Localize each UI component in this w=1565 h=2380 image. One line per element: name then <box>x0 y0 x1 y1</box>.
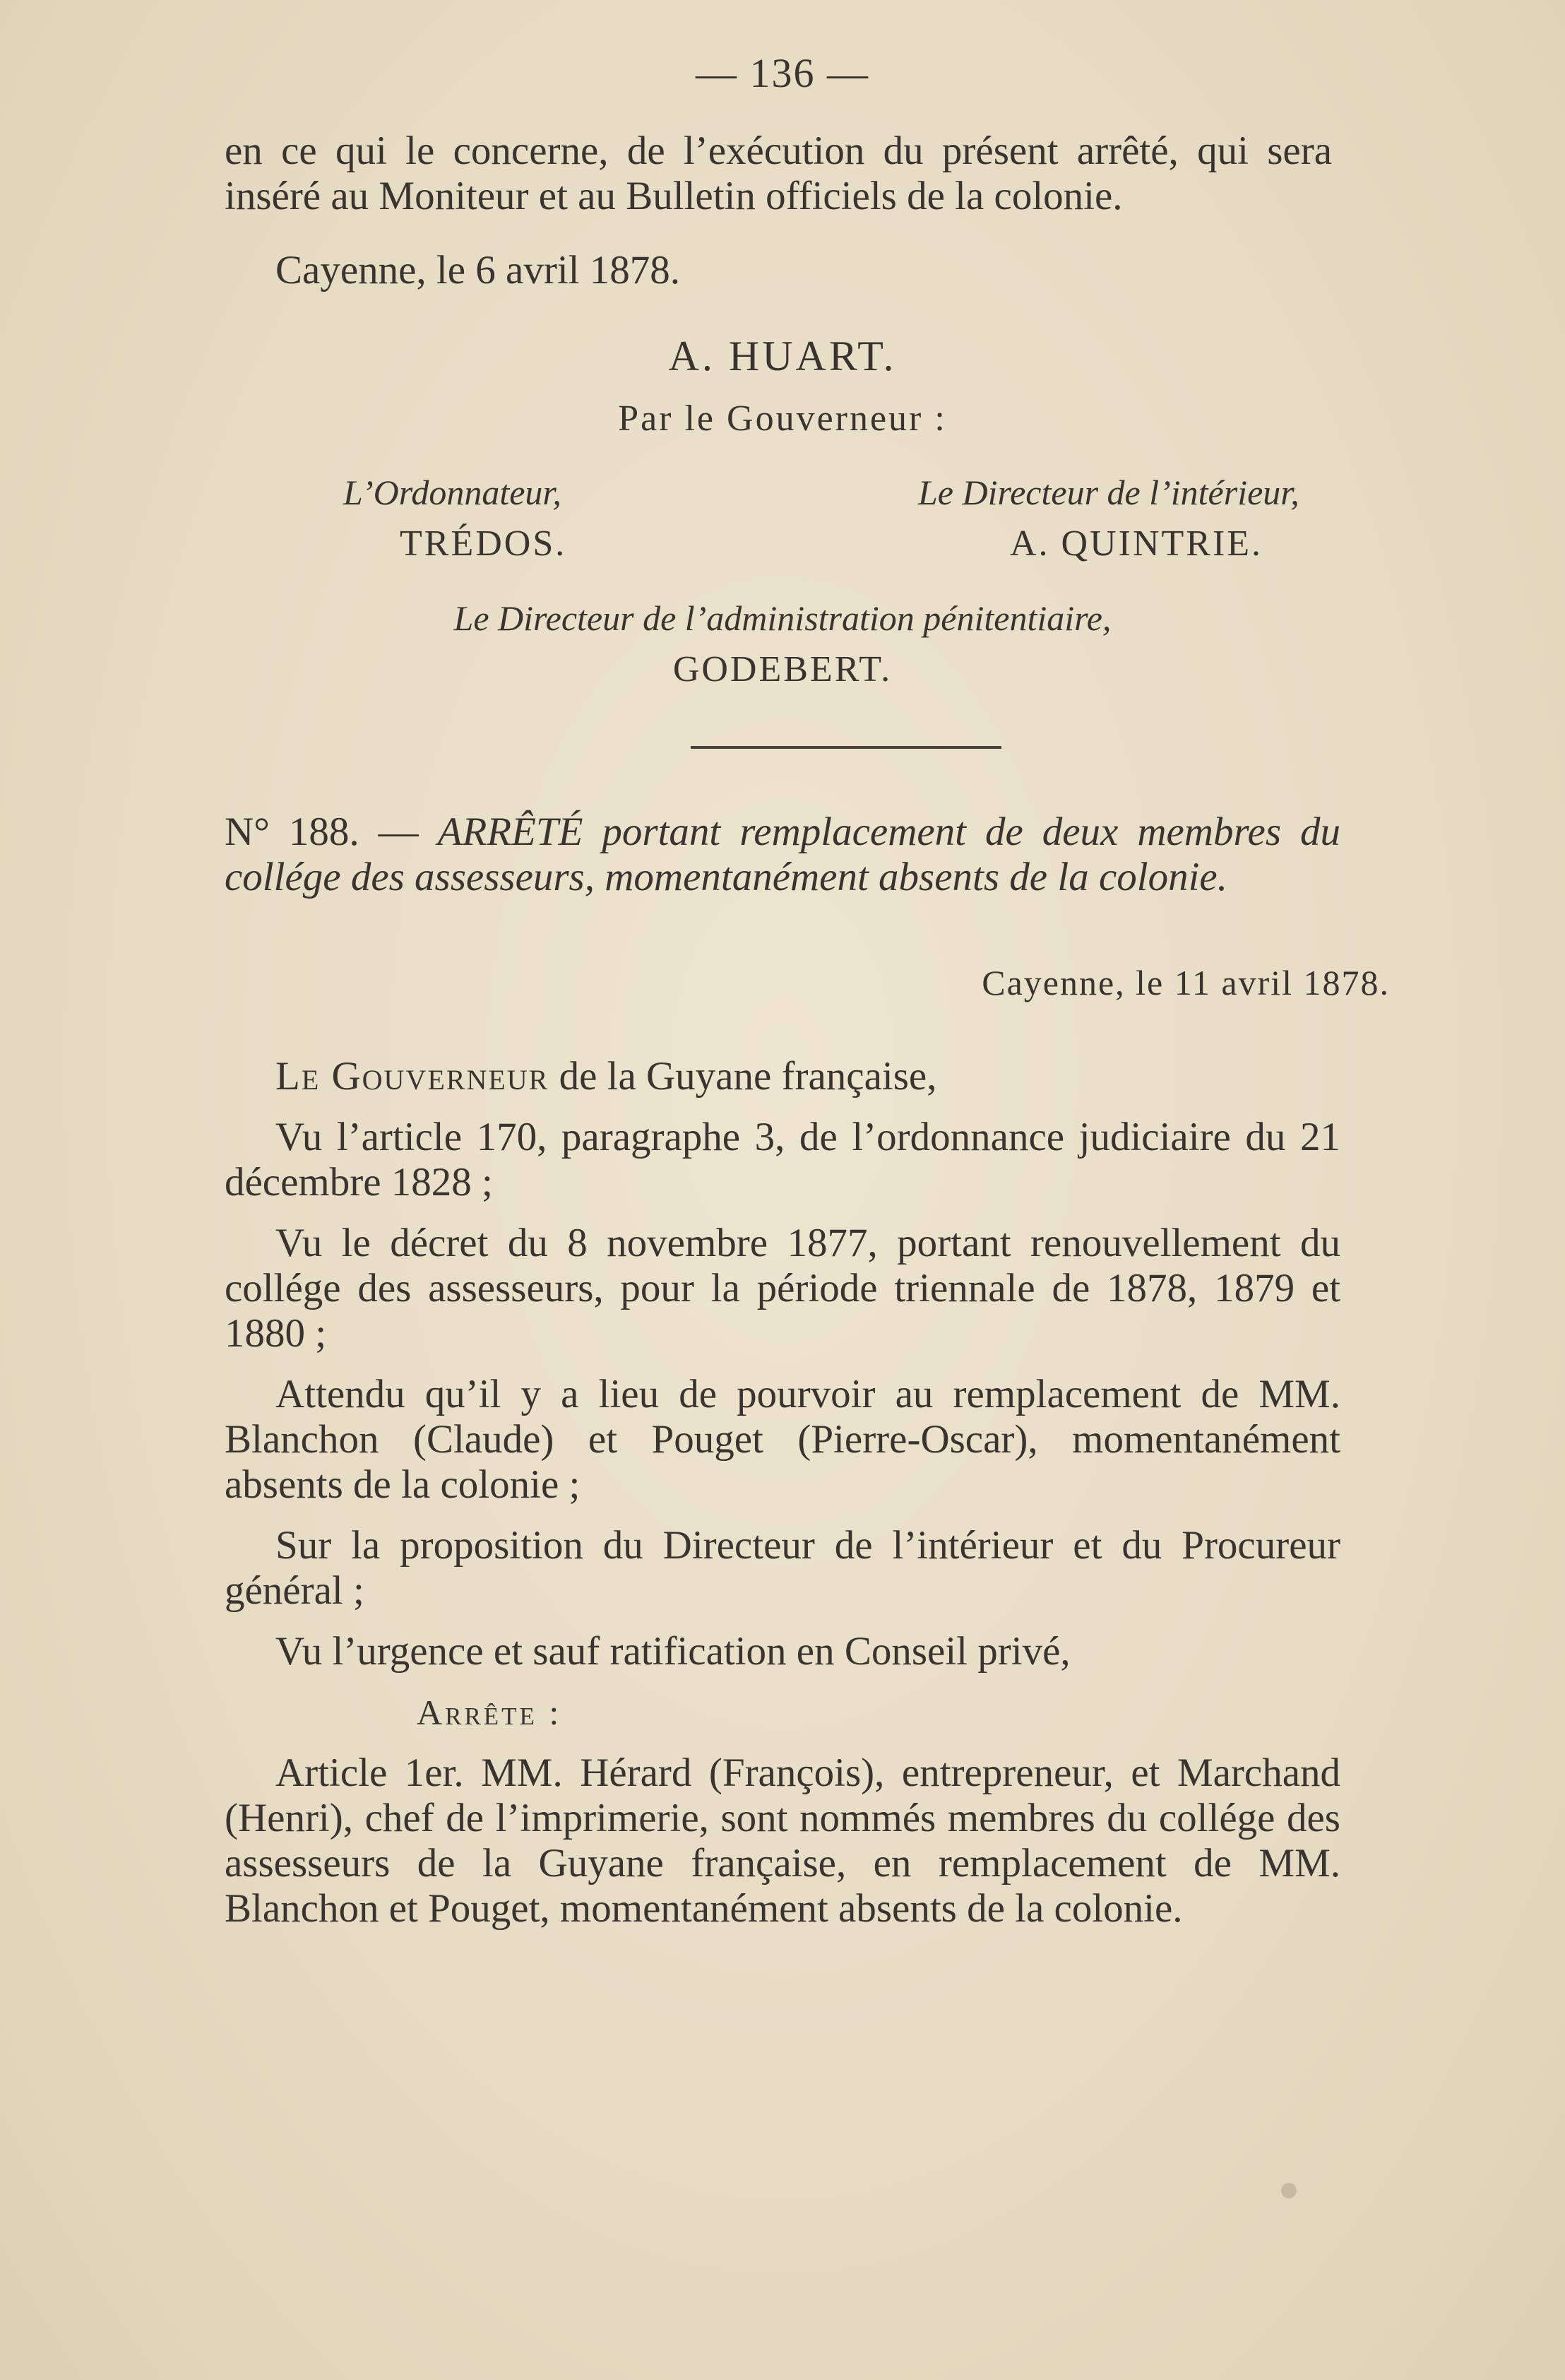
signature-right-title: Le Directeur de l’intérieur, <box>918 473 1299 512</box>
signature-center-title: Le Directeur de l’administration pénitentiaire, <box>453 598 1112 638</box>
signer-name: A. HUART. <box>668 333 897 379</box>
vu-paragraph-3: Vu l’urgence et sauf ratification en Conseil privé, <box>275 1629 1071 1674</box>
vu-paragraph-1: Vu l’article 170, paragraphe 3, de l’ordonnance judiciaire du 21 décembre 1828 ; <box>225 1115 1340 1204</box>
page-number: — 136 — <box>696 50 869 96</box>
signature-right-name: A. QUINTRIE. <box>1010 523 1263 564</box>
sur-paragraph: Sur la proposition du Directeur de l’intérieur et du Procureur général ; <box>225 1523 1340 1613</box>
arrete-number: N° 188. — <box>225 810 438 854</box>
date-second: Cayenne, le 11 avril 1878. <box>982 963 1390 1002</box>
attendu-paragraph: Attendu qu’il y a lieu de pourvoir au remplacement de MM. Blanchon (Claude) et Pouget (Pierre-Oscar), momentanément absents de la colonie ; <box>225 1372 1340 1507</box>
top-paragraph <box>225 129 1332 219</box>
article-1: Article 1er. MM. Hérard (François), entrepreneur, et Marchand (Henri), chef de l’imprimerie, sont nommés membres du collége des assesseurs de la Guyane française, en remplacement de MM. Blanchon et Pouget, momentanément absents de la colonie. <box>225 1751 1340 1931</box>
gouverneur-line <box>225 1054 1340 1099</box>
arrete-heading <box>225 810 1340 900</box>
arrete-label: Arrête : <box>417 1693 562 1732</box>
paper-stain <box>1281 2183 1297 2198</box>
date-first: Cayenne, le 6 avril 1878. <box>275 248 681 292</box>
signature-left-title: L’Ordonnateur, <box>343 473 561 512</box>
arrete-title: ARRÊTÉ portant remplacement de deux membres du collége des assesseurs, momentanément absents de la colonie. <box>225 810 1340 899</box>
gouverneur-small-caps: Le Gouverneur <box>275 1054 549 1099</box>
top-text: en ce qui le concerne, de l’exécution du présent arrêté, qui sera inséré au Moniteur et au Bulletin officiels de la colonie. <box>225 129 1332 218</box>
gouverneur-rest: de la Guyane française, <box>549 1054 937 1099</box>
section-divider <box>691 746 1001 749</box>
par-le-gouverneur: Par le Gouverneur : <box>618 398 947 439</box>
signature-left-name: TRÉDOS. <box>400 523 567 564</box>
signature-center-name: GODEBERT. <box>672 649 893 689</box>
arrete-body <box>225 1054 1340 1947</box>
vu-paragraph-2: Vu le décret du 8 novembre 1877, portant renouvellement du collége des assesseurs, pour la période triennale de 1878, 1879 et 1880 ; <box>225 1221 1340 1356</box>
